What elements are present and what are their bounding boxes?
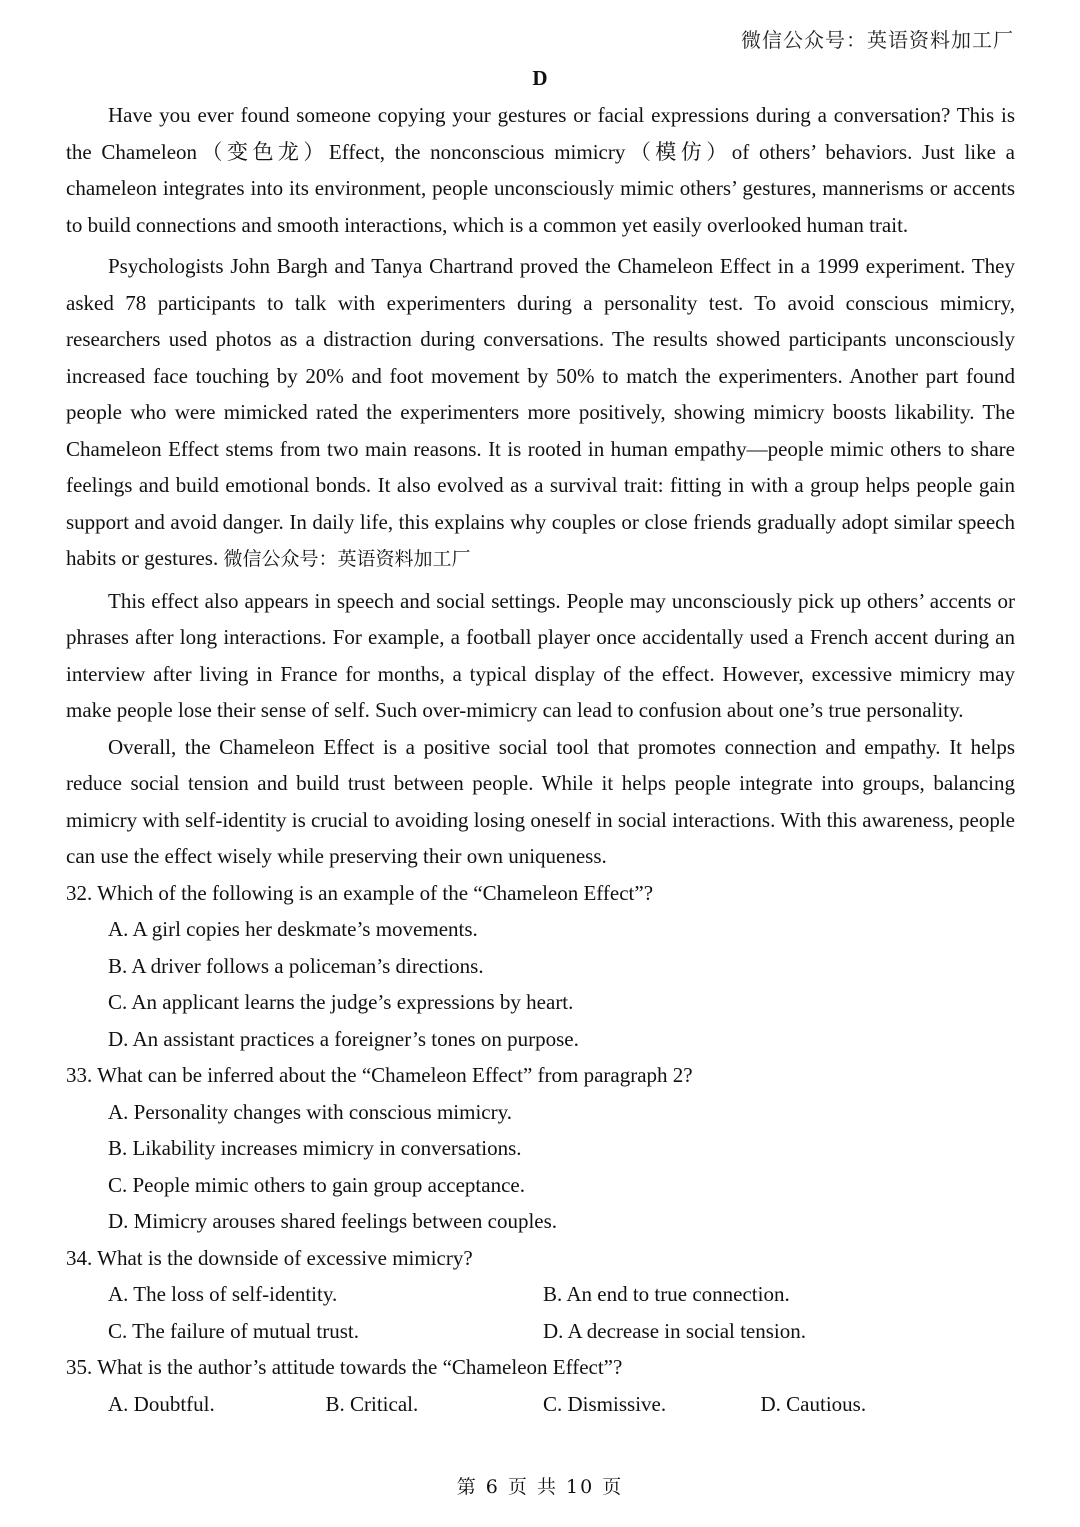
q34-option-c: C. The failure of mutual trust. [108, 1318, 359, 1343]
q32-option-d: D. An assistant practices a foreigner’s tones on purpose. [108, 1026, 579, 1051]
q35-option-c: C. Dismissive. [543, 1391, 667, 1416]
q35-options-row [108, 1386, 1015, 1423]
reading-passage [66, 97, 1015, 1422]
header-watermark: 微信公众号：英语资料加工厂 [741, 28, 1014, 52]
question-33-stem: 33. What can be inferred about the “Chameleon Effect” from paragraph 2? [66, 1063, 693, 1087]
q34-option-a: A. The loss of self-identity. [108, 1282, 338, 1306]
question-32 [66, 875, 1015, 1058]
q34-options-row-2 [108, 1313, 1015, 1350]
question-34-options [66, 1276, 1015, 1349]
q34-option-d: D. A decrease in social tension. [543, 1318, 807, 1343]
question-33-options [66, 1094, 1015, 1240]
paragraph-2-watermark: 微信公众号：英语资料加工厂 [223, 548, 471, 570]
question-33 [66, 1057, 1015, 1240]
section-label: D [532, 66, 548, 90]
q35-option-d: D. Cautious. [760, 1391, 867, 1416]
paragraph-2 [66, 248, 1015, 578]
q32-option-a: A. A girl copies her deskmate’s movements. [108, 917, 478, 941]
q35-option-b: B. Critical. [325, 1391, 419, 1416]
q32-option-c: C. An applicant learns the judge’s expressions by heart. [108, 990, 574, 1014]
paragraph-2-text: Psychologists John Bargh and Tanya Chartrand proved the Chameleon Effect in a 1999 experiment. They asked 78 participants to talk with experimenters during a personality test. To avoid conscious mimicry, researchers used photos as a distraction during conversations. The results showed participants unconsciously increased face touching by 20% and foot movement by 50% to match the experimenters. Another part found people who were mimicked rated the experimenters more positively, showing mimicry boosts likability. The Chameleon Effect stems from two main reasons. It is rooted in human empathy—people mimic others to share feelings and build emotional bonds. It also evolved as a survival trait: fitting in with a group helps people gain support and avoid danger. In daily life, this explains why couples or close friends gradually adopt similar speech habits or gestures. [66, 254, 1015, 570]
paragraph-3: This effect also appears in speech and social settings. People may unconsciously pick up others’ accents or phrases after long interactions. For example, a football player once accidentally used a French accent during an interview after living in France for months, a typical display of the effect. However, excessive mimicry may make people lose their sense of self. Such over-mimicry can lead to confusion about one’s true personality. [66, 588, 1015, 722]
q32-option-b: B. A driver follows a policeman’s directions. [108, 953, 484, 978]
q33-option-a: A. Personality changes with conscious mimicry. [108, 1099, 512, 1124]
question-34-stem: 34. What is the downside of excessive mimicry? [66, 1245, 473, 1270]
q34-options-row-1 [108, 1276, 1015, 1313]
q33-option-c: C. People mimic others to gain group acceptance. [108, 1172, 525, 1197]
question-32-stem: 32. Which of the following is an example of the “Chameleon Effect”? [66, 880, 654, 905]
question-32-options [66, 911, 1015, 1057]
q34-option-b: B. An end to true connection. [543, 1282, 790, 1306]
question-34 [66, 1240, 1015, 1350]
question-35 [66, 1349, 1015, 1422]
question-35-stem: 35. What is the author’s attitude towards the “Chameleon Effect”? [66, 1355, 623, 1379]
question-35-options [66, 1386, 1015, 1423]
q35-option-a: A. Doubtful. [108, 1391, 215, 1416]
paragraph-4: Overall, the Chameleon Effect is a positive social tool that promotes connection and empathy. It helps reduce social tension and build trust between people. While it helps people integrate into groups, balancing mimicry with self-identity is crucial to avoiding losing oneself in social interactions. With this awareness, people can use the effect wisely while preserving their own uniqueness. [66, 734, 1015, 868]
q33-option-b: B. Likability increases mimicry in conversations. [108, 1136, 522, 1160]
page-number: 第 6 页 共 10 页 [456, 1476, 624, 1498]
q33-option-d: D. Mimicry arouses shared feelings between couples. [108, 1209, 558, 1233]
paragraph-1: Have you ever found someone copying your gestures or facial expressions during a conversation? This is the Chameleon（变色龙）Effect, the nonconscious mimicry（模仿）of others’ behaviors. Just like a chameleon integrates into its environment, people unconsciously mimic others’ gestures, mannerisms or accents to build connections and smooth interactions, which is a common yet easily overlooked human trait. [66, 103, 1015, 237]
